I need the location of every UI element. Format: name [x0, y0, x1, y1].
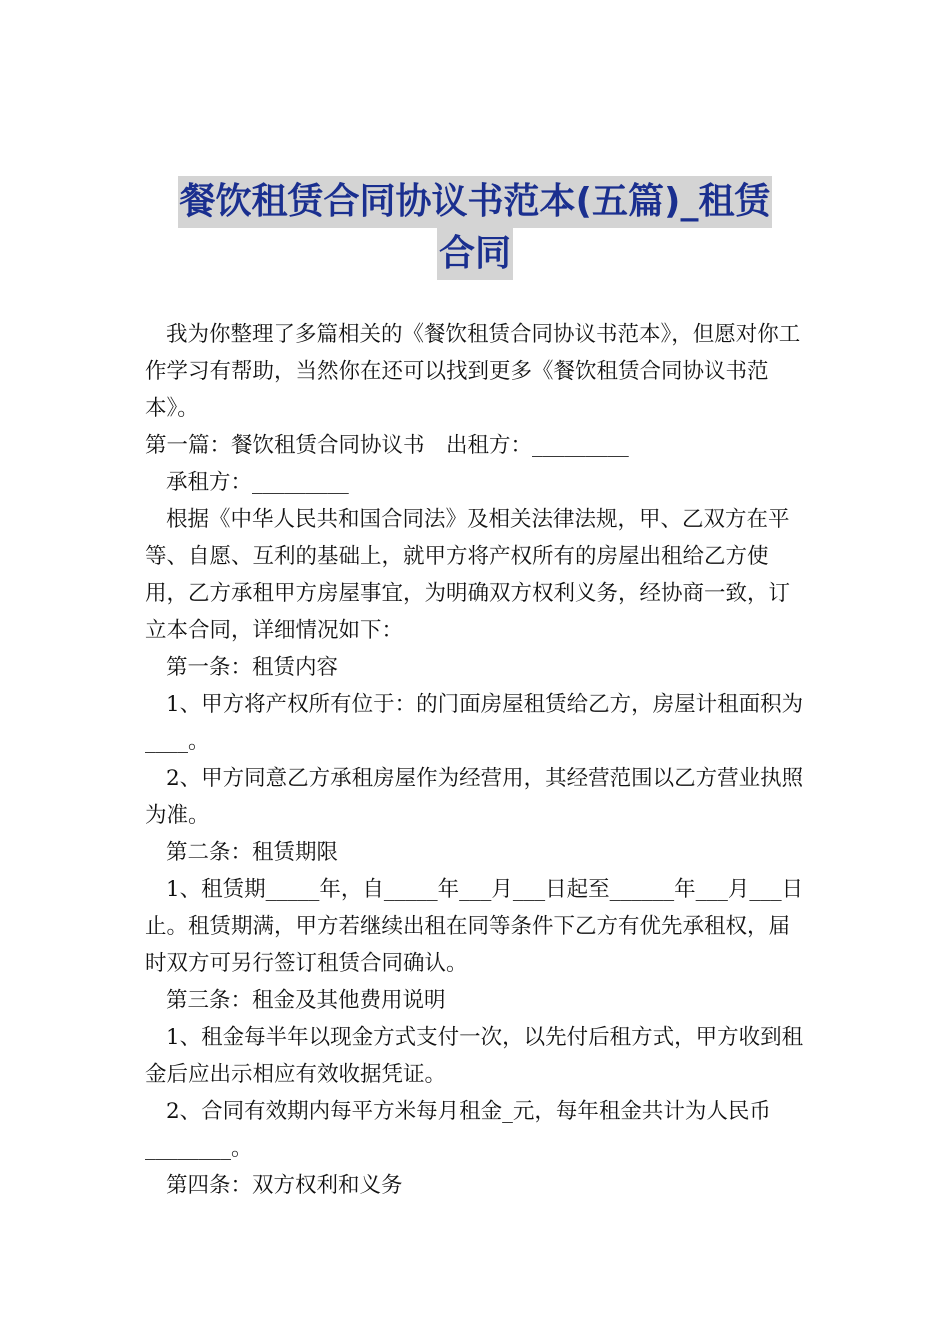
article-1-heading: 第一条：租赁内容	[166, 655, 339, 680]
article-1-clause-1: 1、甲方将产权所有位于：的门面房屋租赁给乙方，房屋计租面积为____。	[145, 692, 804, 754]
title-line-1: 餐饮租赁合同协议书范本(五篇)_租赁	[178, 176, 773, 228]
preamble-paragraph: 根据《中华人民共和国合同法》及相关法律法规，甲、乙双方在平等、自愿、互利的基础上，就甲方将产权所有的房屋出租给乙方使用，乙方承租甲方房屋事宜，为明确双方权利义务，经协商一致，订立本合同，详细情况如下：	[145, 507, 791, 643]
section-one-heading: 第一篇：餐饮租赁合同协议书 出租方：_________	[145, 433, 629, 458]
article-2-heading: 第二条：租赁期限	[166, 840, 339, 865]
article-2-clause-1: 1、租赁期_____年，自_____年___月___日起至______年___月___日止。租赁期满，甲方若继续出租在同等条件下乙方有优先承租权，届时双方可另行签订租赁合同确认。	[145, 877, 804, 976]
article-4-heading: 第四条：双方权利和义务	[166, 1173, 403, 1198]
document-title	[120, 176, 830, 280]
article-3-heading: 第三条：租金及其他费用说明	[166, 988, 446, 1013]
article-1-clause-2: 2、甲方同意乙方承租房屋作为经营用，其经营范围以乙方营业执照为准。	[145, 766, 804, 828]
title-line-2: 合同	[437, 228, 513, 280]
article-3-clause-1: 1、租金每半年以现金方式支付一次，以先付后租方式，甲方收到租金后应出示相应有效收据凭证。	[145, 1025, 804, 1087]
lessee-line: 承租方：_________	[166, 470, 349, 495]
article-3-clause-2: 2、合同有效期内每平方米每月租金_元，每年租金共计为人民币________。	[145, 1099, 771, 1161]
document-body	[145, 316, 807, 1204]
intro-paragraph: 我为你整理了多篇相关的《餐饮租赁合同协议书范本》，但愿对你工作学习有帮助，当然你在还可以找到更多《餐饮租赁合同协议书范本》。	[145, 322, 801, 421]
